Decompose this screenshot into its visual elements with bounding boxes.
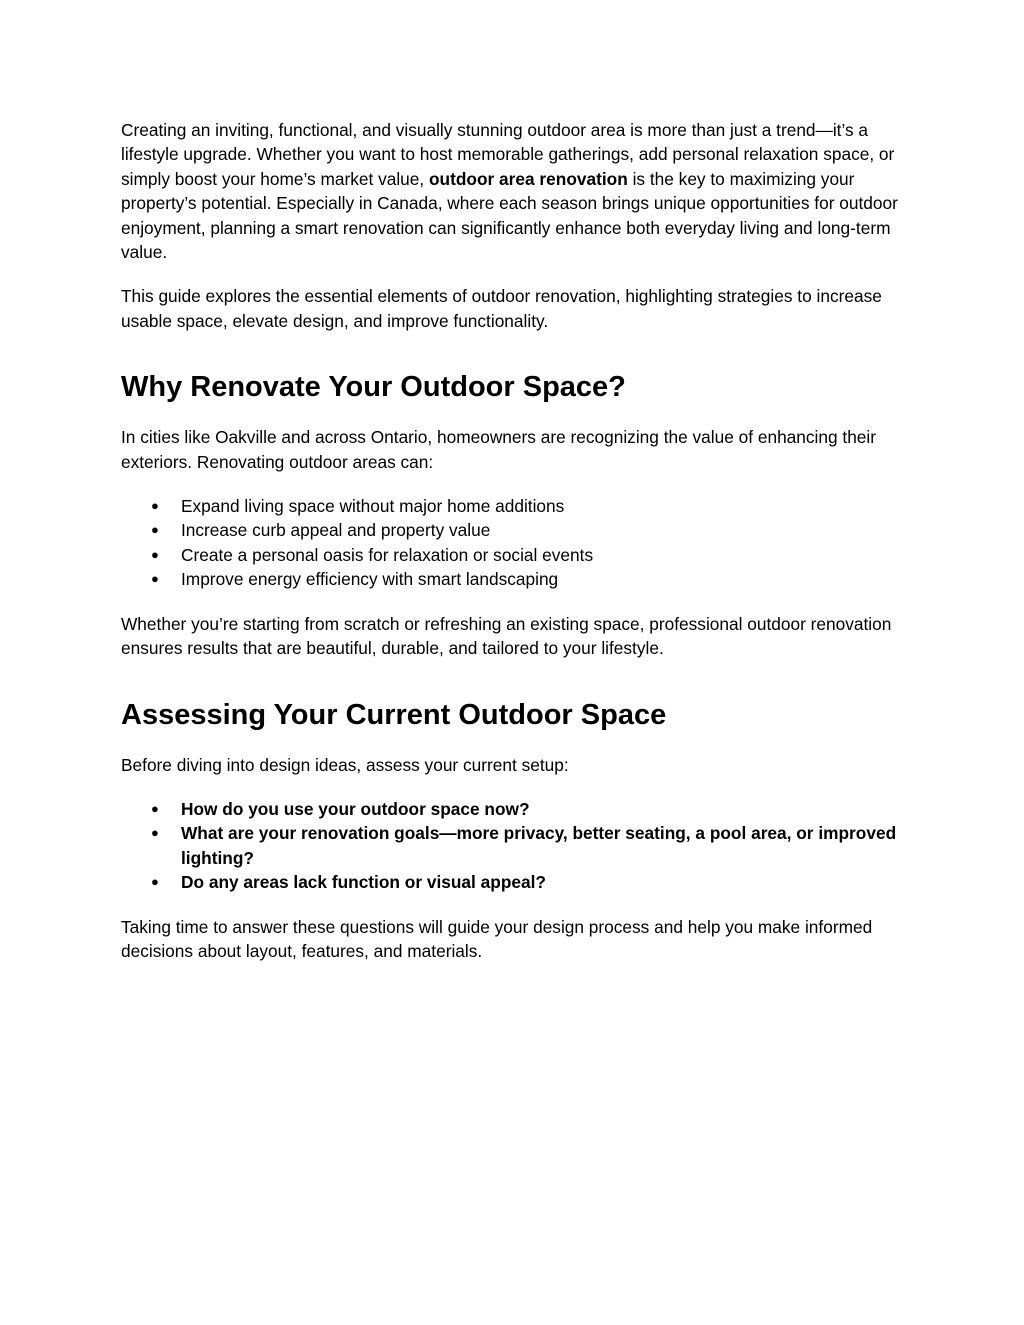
list-item bbox=[121, 518, 906, 542]
intro-paragraph-1 bbox=[121, 118, 906, 264]
section1-lead: In cities like Oakville and across Ontario, homeowners are recognizing the value of enhancing their exteriors. Renovating outdoor areas can: bbox=[121, 427, 877, 472]
bullet-icon: ● bbox=[151, 546, 159, 562]
intro-paragraph-2: This guide explores the essential elements of outdoor renovation, highlighting strategies to increase usable space, elevate design, and improve functionality. bbox=[121, 286, 882, 331]
list-item-text: Improve energy efficiency with smart landscaping bbox=[181, 569, 559, 590]
section2-closing: Taking time to answer these questions will guide your design process and help you make informed decisions about layout, features, and materials. bbox=[121, 916, 873, 961]
bullet-icon: ● bbox=[151, 522, 159, 538]
list-item-text: Expand living space without major home additions bbox=[181, 496, 565, 517]
bullet-icon: ● bbox=[151, 571, 159, 587]
intro-bold-keyword: outdoor area renovation bbox=[429, 168, 628, 189]
list-item bbox=[121, 494, 906, 518]
section-heading-why-renovate: Why Renovate Your Outdoor Space? bbox=[121, 371, 626, 404]
list-item bbox=[121, 797, 906, 821]
bullet-icon: ● bbox=[151, 874, 159, 890]
bullet-icon: ● bbox=[151, 800, 159, 816]
section1-closing: Whether you’re starting from scratch or refreshing an existing space, professional outdoor renovation ensures results that are beautiful, durable, and tailored to your lifestyle. bbox=[121, 613, 892, 659]
list-item-text: Do any areas lack function or visual appeal? bbox=[181, 872, 546, 893]
list-item bbox=[121, 821, 906, 870]
bullet-icon: ● bbox=[151, 825, 159, 841]
list-item-text: What are your renovation goals—more privacy, better seating, a pool area, or improved lighting? bbox=[181, 823, 897, 868]
section1-bullet-list bbox=[121, 494, 906, 592]
list-item bbox=[121, 543, 906, 567]
list-item-text: Create a personal oasis for relaxation or social events bbox=[181, 544, 594, 565]
bullet-icon: ● bbox=[151, 498, 159, 514]
section-heading-assessing: Assessing Your Current Outdoor Space bbox=[121, 698, 667, 731]
section2-lead: Before diving into design ideas, assess your current setup: bbox=[121, 754, 569, 775]
list-item bbox=[121, 567, 906, 591]
list-item bbox=[121, 870, 906, 894]
intro-text-b: is the key to maximizing your property’s potential. Especially in Canada, where each season brings unique opportunities for outdoor enjoyment, planning a smart renovation can significantly enhance both everyday living and long-term value. bbox=[121, 168, 898, 263]
list-item-text: How do you use your outdoor space now? bbox=[181, 798, 530, 819]
section2-bullet-list bbox=[121, 797, 906, 895]
intro-text-a: Creating an inviting, functional, and visually stunning outdoor area is more than just a trend—it’s a lifestyle upgrade. Whether you want to host memorable gatherings, add personal relaxation space, or simply boost your home’s market value, bbox=[121, 120, 895, 189]
list-item-text: Increase curb appeal and property value bbox=[181, 520, 491, 541]
